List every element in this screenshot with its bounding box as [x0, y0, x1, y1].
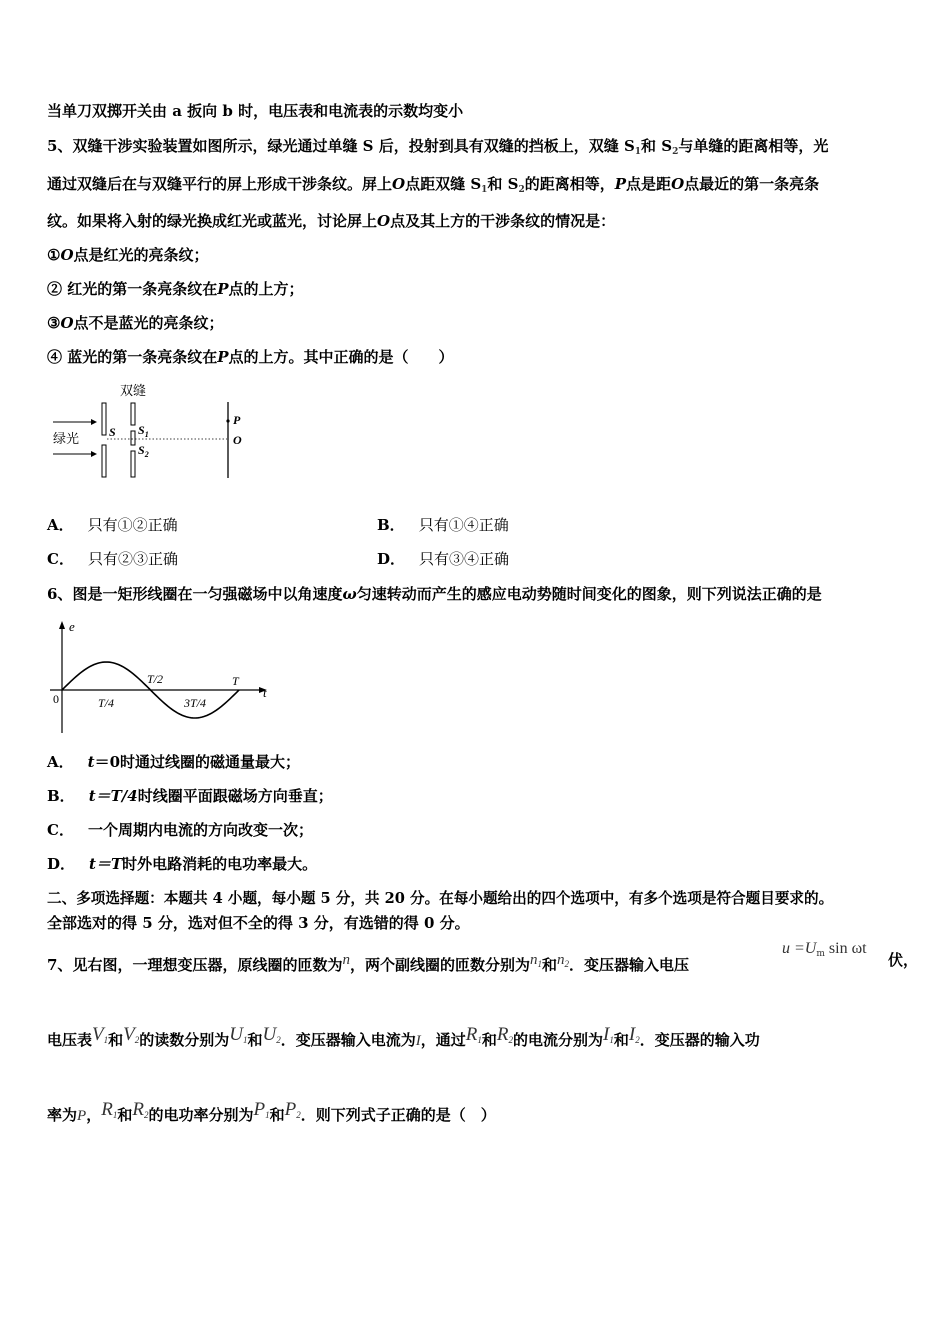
- tick-t-label: T: [232, 674, 239, 688]
- q7-text: 电压表: [47, 1031, 93, 1049]
- point-o: O: [392, 175, 406, 193]
- q7-line-1: [47, 950, 689, 975]
- point-o: O: [671, 175, 685, 193]
- q7-line-3: [47, 1100, 496, 1126]
- q5-statement-2: [47, 279, 304, 299]
- q5-option-d[interactable]: [377, 549, 509, 569]
- q5-text: 和 S: [487, 175, 519, 193]
- q7-text: 见右图，一理想变压器，原线圈的匝数为: [72, 956, 343, 974]
- q6-option-a[interactable]: [47, 752, 300, 772]
- option-text: 只有①②正确: [87, 516, 178, 534]
- q5-option-b[interactable]: [377, 515, 509, 535]
- statement-text: 点不是蓝光的亮条纹；: [73, 314, 224, 332]
- option-label: B．: [47, 787, 75, 805]
- option-label: C．: [47, 550, 74, 568]
- q5-text: 的距离相等，: [524, 175, 615, 193]
- subscript: m: [816, 949, 825, 959]
- q7-text: ．变压器输入电压: [568, 956, 689, 974]
- single-slit-plate-top: [102, 403, 106, 435]
- math-u1: $U_1$: [229, 1024, 248, 1045]
- tick-t2-label: T/2: [147, 672, 164, 686]
- q5-text: 点及其上方的干涉条纹的情况是：: [390, 212, 616, 230]
- q5-stem-line-1: [47, 136, 828, 162]
- point-p-marker: [226, 419, 229, 422]
- option-label: A．: [47, 753, 74, 771]
- option-text: 时外电路消耗的电功率最大。: [122, 855, 318, 873]
- single-slit-plate-bottom: [102, 445, 106, 477]
- math-n1: $n_1$: [529, 952, 542, 969]
- math-u2: $U_2$: [262, 1024, 281, 1045]
- q5-text: 和 S: [641, 137, 673, 155]
- q7-text: ．则下列式子正确的是（ ）: [300, 1106, 496, 1124]
- tick-3t4-label: 3T/4: [184, 696, 207, 710]
- double-slit-diagram: [47, 378, 257, 484]
- q5-option-c[interactable]: [47, 549, 178, 569]
- q5-option-a[interactable]: [47, 515, 178, 535]
- q7-unit: [888, 950, 918, 970]
- double-slit-plate-top: [131, 403, 135, 425]
- point-p: P: [217, 348, 229, 366]
- q7-text: 和: [613, 1031, 629, 1049]
- option-label: C．: [47, 821, 74, 839]
- option-t: t: [87, 753, 95, 771]
- statement-text: ② 红光的第一条亮条纹在: [47, 280, 218, 298]
- q7-text: 和: [269, 1106, 285, 1124]
- math-n: n: [342, 952, 350, 968]
- q4-option-d-text: 当单刀双掷开关由 a 扳向 b 时，电压表和电流表的示数均变小: [47, 102, 464, 120]
- math-v1: $V_1$: [92, 1024, 109, 1045]
- subscript: 1: [481, 185, 488, 195]
- option-text: 时通过线圈的磁通量最大；: [120, 753, 301, 771]
- section-2-heading-line-2: [47, 913, 470, 933]
- subscript: 1: [634, 147, 642, 157]
- omega-symbol: ω: [342, 585, 357, 603]
- q7-text: 的电功率分别为: [148, 1106, 254, 1124]
- x-axis-label: t: [263, 685, 267, 700]
- math-i1: $I_1$: [603, 1024, 614, 1045]
- double-slit-plate-middle: [131, 431, 135, 445]
- option-eq: ＝0: [94, 753, 121, 771]
- q7-text: 的电流分别为: [513, 1031, 604, 1049]
- q5-text: 双缝干涉实验装置如图所示，绿光通过单缝 S 后，投射到具有双缝的挡板上，双缝 S: [72, 137, 635, 155]
- q5-statement-4: [47, 347, 454, 367]
- screen-o-label: O: [233, 433, 242, 447]
- q4-option-d: [47, 101, 463, 121]
- q7-text: 和: [247, 1031, 263, 1049]
- statement-marker: ③: [47, 314, 61, 332]
- math-r1: $R_1$: [465, 1024, 482, 1045]
- green-light-label: 绿光: [53, 431, 80, 446]
- slit-s2-label: $S_2$: [138, 443, 149, 459]
- option-text: 只有③④正确: [419, 550, 510, 568]
- q7-text: ，两个副线圈的匝数分别为: [349, 956, 530, 974]
- double-slit-title: 双缝: [120, 383, 147, 398]
- y-axis-arrow-icon: [59, 621, 65, 629]
- statement-text: 点的上方；: [228, 280, 304, 298]
- q6-option-d[interactable]: [47, 854, 317, 874]
- q5-text: 点最近的第一条亮条: [684, 175, 820, 193]
- q5-text: 纹。如果将入射的绿光换成红光或蓝光，讨论屏上: [47, 212, 378, 230]
- q5-text: 与单缝的距离相等，光: [678, 137, 829, 155]
- option-label: D．: [47, 855, 76, 873]
- section-2-text: 全部选对的得 5 分，选对但不全的得 3 分，有选错的得 0 分。: [47, 914, 470, 932]
- option-text: 只有①④正确: [418, 516, 509, 534]
- q5-stem-line-3: [47, 211, 615, 231]
- q7-text: 和: [108, 1031, 124, 1049]
- q5-text: 通过双缝后在与双缝平行的屏上形成干涉条纹。屏上: [47, 175, 393, 193]
- point-o: O: [60, 314, 74, 332]
- question-number: 6、: [47, 585, 73, 603]
- question-number: 5、: [47, 137, 73, 155]
- math-r2: $R_2$: [132, 1099, 149, 1120]
- math-r2: $R_2$: [496, 1024, 514, 1045]
- q7-text: 和: [117, 1106, 133, 1124]
- math-p: P: [77, 1108, 87, 1124]
- math-n2: $n_2$: [556, 952, 569, 969]
- statement-text: 点是红光的亮条纹；: [73, 246, 209, 264]
- q7-text: 率为: [47, 1106, 78, 1124]
- statement-text: ④ 蓝光的第一条亮条纹在: [47, 348, 218, 366]
- tick-t4-label: T/4: [98, 696, 115, 710]
- q6-stem: [47, 584, 822, 604]
- section-2-heading-line-1: [47, 889, 833, 909]
- formula-u: u =U: [782, 940, 817, 957]
- math-p2: $P_2$: [284, 1099, 301, 1120]
- q5-statement-1: [47, 245, 209, 265]
- math-p1: $P_1$: [253, 1099, 270, 1120]
- q6-text: 匀速转动而产生的感应电动势随时间变化的图象，则下列说法正确的是: [356, 585, 822, 603]
- option-label: B．: [377, 516, 405, 534]
- q5-text: 点距双缝 S: [405, 175, 482, 193]
- option-text: 只有②③正确: [87, 550, 178, 568]
- double-slit-plate-bottom: [131, 451, 135, 477]
- arrow-head-icon: [91, 451, 97, 457]
- emf-time-graph: [47, 615, 277, 740]
- point-o: O: [377, 212, 391, 230]
- q7-text: 和: [541, 956, 557, 974]
- q7-voltage-formula: [782, 938, 867, 964]
- math-v2: $V_2$: [123, 1024, 140, 1045]
- q6-text: 图是一矩形线圈在一匀强磁场中以角速度: [72, 585, 343, 603]
- section-2-text: 二、多项选择题：本题共 4 小题，每小题 5 分，共 20 分。在每小题给出的四个选项中，有多个选项是符合题目要求的。: [47, 890, 834, 907]
- math-i2: $I_2$: [628, 1024, 640, 1045]
- y-axis-label: e: [69, 619, 75, 634]
- option-text: 一个周期内电流的方向改变一次；: [87, 821, 313, 839]
- q7-line-2: [47, 1025, 760, 1051]
- q5-text: 点是距: [626, 175, 672, 193]
- subscript: 2: [672, 147, 679, 157]
- q5-statement-3: [47, 313, 224, 333]
- q6-option-c[interactable]: [47, 820, 313, 840]
- q7-text: 和: [481, 1031, 497, 1049]
- q7-text: ．变压器的输入功: [639, 1031, 760, 1049]
- q7-text: 伏，: [888, 951, 919, 969]
- option-text: 时线圈平面跟磁场方向垂直；: [137, 787, 333, 805]
- q7-text: 的读数分别为: [139, 1031, 230, 1049]
- option-eq: ＝T: [95, 855, 123, 873]
- statement-text: 点的上方。其中正确的是（ ）: [228, 348, 454, 366]
- formula-sin: sin ωt: [824, 940, 867, 957]
- q7-text: ，通过: [420, 1031, 466, 1049]
- arrow-head-icon: [91, 419, 97, 425]
- q6-option-b[interactable]: [47, 786, 333, 806]
- q5-stem-line-2: [47, 174, 819, 200]
- slit-s-label: S: [109, 425, 116, 439]
- subscript: 2: [518, 185, 525, 195]
- question-number: 7、: [47, 956, 73, 974]
- slit-s1-label: $S_1$: [138, 423, 149, 439]
- math-r1: $R_1$: [101, 1099, 118, 1120]
- option-t: t: [89, 855, 96, 873]
- option-eq: ＝T/4: [95, 787, 138, 805]
- origin-label: 0: [53, 692, 59, 706]
- q7-text: ．变压器输入电流为: [280, 1031, 416, 1049]
- point-o: O: [60, 246, 74, 264]
- point-p: P: [614, 175, 627, 193]
- point-p: P: [217, 280, 229, 298]
- q7-text: ，: [86, 1106, 102, 1124]
- option-label: D．: [377, 550, 406, 568]
- math-i: I: [415, 1033, 421, 1049]
- screen-p-label: P: [233, 413, 241, 427]
- option-label: A．: [47, 516, 74, 534]
- statement-marker: ①: [47, 246, 61, 264]
- option-t: t: [88, 787, 96, 805]
